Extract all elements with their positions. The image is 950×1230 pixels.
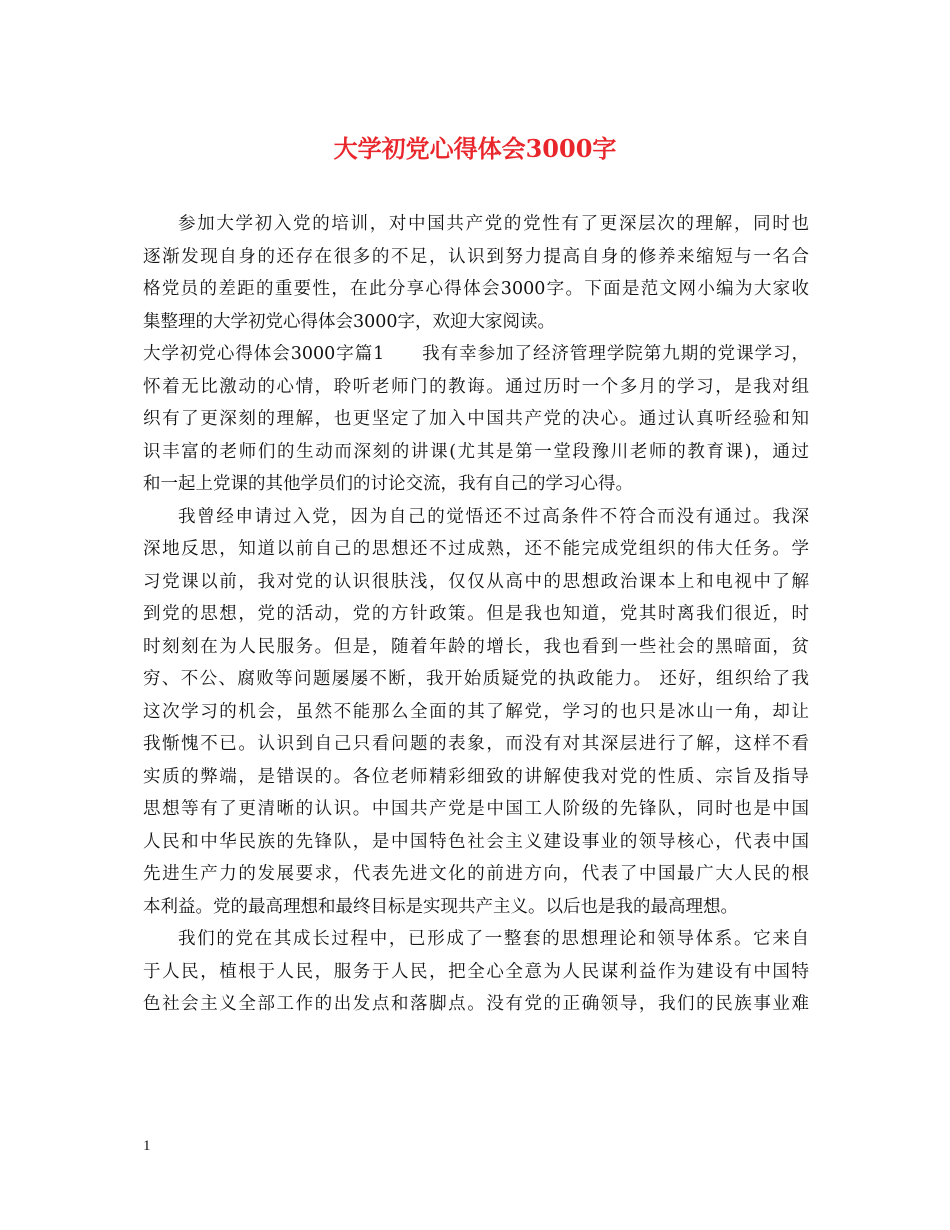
text-line: 人民和中华民族的先锋队，是中国特色社会主义建设事业的领导核心，代表中国 [143, 831, 809, 852]
text-line: 我曾经申请过入党，因为自己的觉悟还不过高条件不符合而没有通过。我深 [178, 506, 809, 527]
text-line: 深地反思，知道以前自己的思想还不过成熟，还不能完成党组织的伟大任务。学 [143, 539, 809, 559]
text-line: 先进生产力的发展要求，代表先进文化的前进方向，代表了中国最广大人民的根 [143, 864, 809, 884]
document-body [143, 208, 809, 1021]
text-line: 参加大学初入党的培训，对中国共产党的党性有了更深层次的理解，同时也 [178, 214, 809, 234]
text-line: 色社会主义全部工作的出发点和落脚点。没有党的正确领导，我们的民族事业难 [143, 994, 809, 1014]
text-line: 习党课以前，我对党的认识很肤浅，仅仅从高中的思想政治课本上和电视中了解 [143, 571, 809, 592]
text-line: 织有了更深刻的理解，也更坚定了加入中国共产党的决心。通过认真听经验和知 [143, 409, 809, 429]
text-line: 集整理的大学初党心得体会3000字，欢迎大家阅读。 [143, 311, 556, 332]
text-line: 这次学习的机会，虽然不能那么全面的其了解党，学习的也只是冰山一角，却让 [143, 701, 809, 722]
document-title: 大学初党心得体会3000字 [333, 134, 617, 163]
text-line: 于人民，植根于人民，服务于人民，把全心全意为人民谋利益作为建设有中国特 [143, 961, 809, 982]
text-line: 和一起上党课的其他学员们的讨论交流，我有自己的学习心得。 [143, 474, 633, 494]
text-line: 大学初党心得体会3000字篇1 我有幸参加了经济管理学院第九期的党课学习， [143, 344, 809, 364]
text-line: 识丰富的老师们的生动而深刻的讲课(尤其是第一堂段豫川老师的教育课)，通过 [143, 441, 809, 462]
text-line: 实质的弊端，是错误的。各位老师精彩细致的讲解使我对党的性质、宗旨及指导 [143, 766, 809, 787]
page-number: 1 [143, 1138, 151, 1154]
text-line: 穷、不公、腐败等问题屡屡不断，我开始质疑党的执政能力。 还好，组织给了我 [143, 669, 809, 689]
text-line: 逐渐发现自身的还存在很多的不足，认识到努力提高自身的修养来缩短与一名合 [143, 246, 809, 267]
text-line: 我们的党在其成长过程中，已形成了一整套的思想理论和领导体系。它来自 [178, 929, 809, 949]
text-line: 我惭愧不已。认识到自己只看问题的表象，而没有对其深层进行了解，这样不看 [143, 734, 809, 754]
text-line: 格党员的差距的重要性，在此分享心得体会3000字。下面是范文网小编为大家收 [143, 279, 809, 299]
text-line: 时刻刻在为人民服务。但是，随着年龄的增长，我也看到一些社会的黑暗面，贫 [143, 636, 809, 657]
text-line: 怀着无比激动的心情，聆听老师门的教诲。通过历时一个多月的学习，是我对组 [143, 376, 809, 397]
text-line: 思想等有了更清晰的认识。中国共产党是中国工人阶级的先锋队，同时也是中国 [143, 799, 809, 819]
text-line: 本利益。党的最高理想和最终目标是实现共产主义。以后也是我的最高理想。 [143, 896, 738, 917]
text-line: 到党的思想，党的活动，党的方针政策。但是我也知道，党其时离我们很近，时 [143, 604, 809, 624]
